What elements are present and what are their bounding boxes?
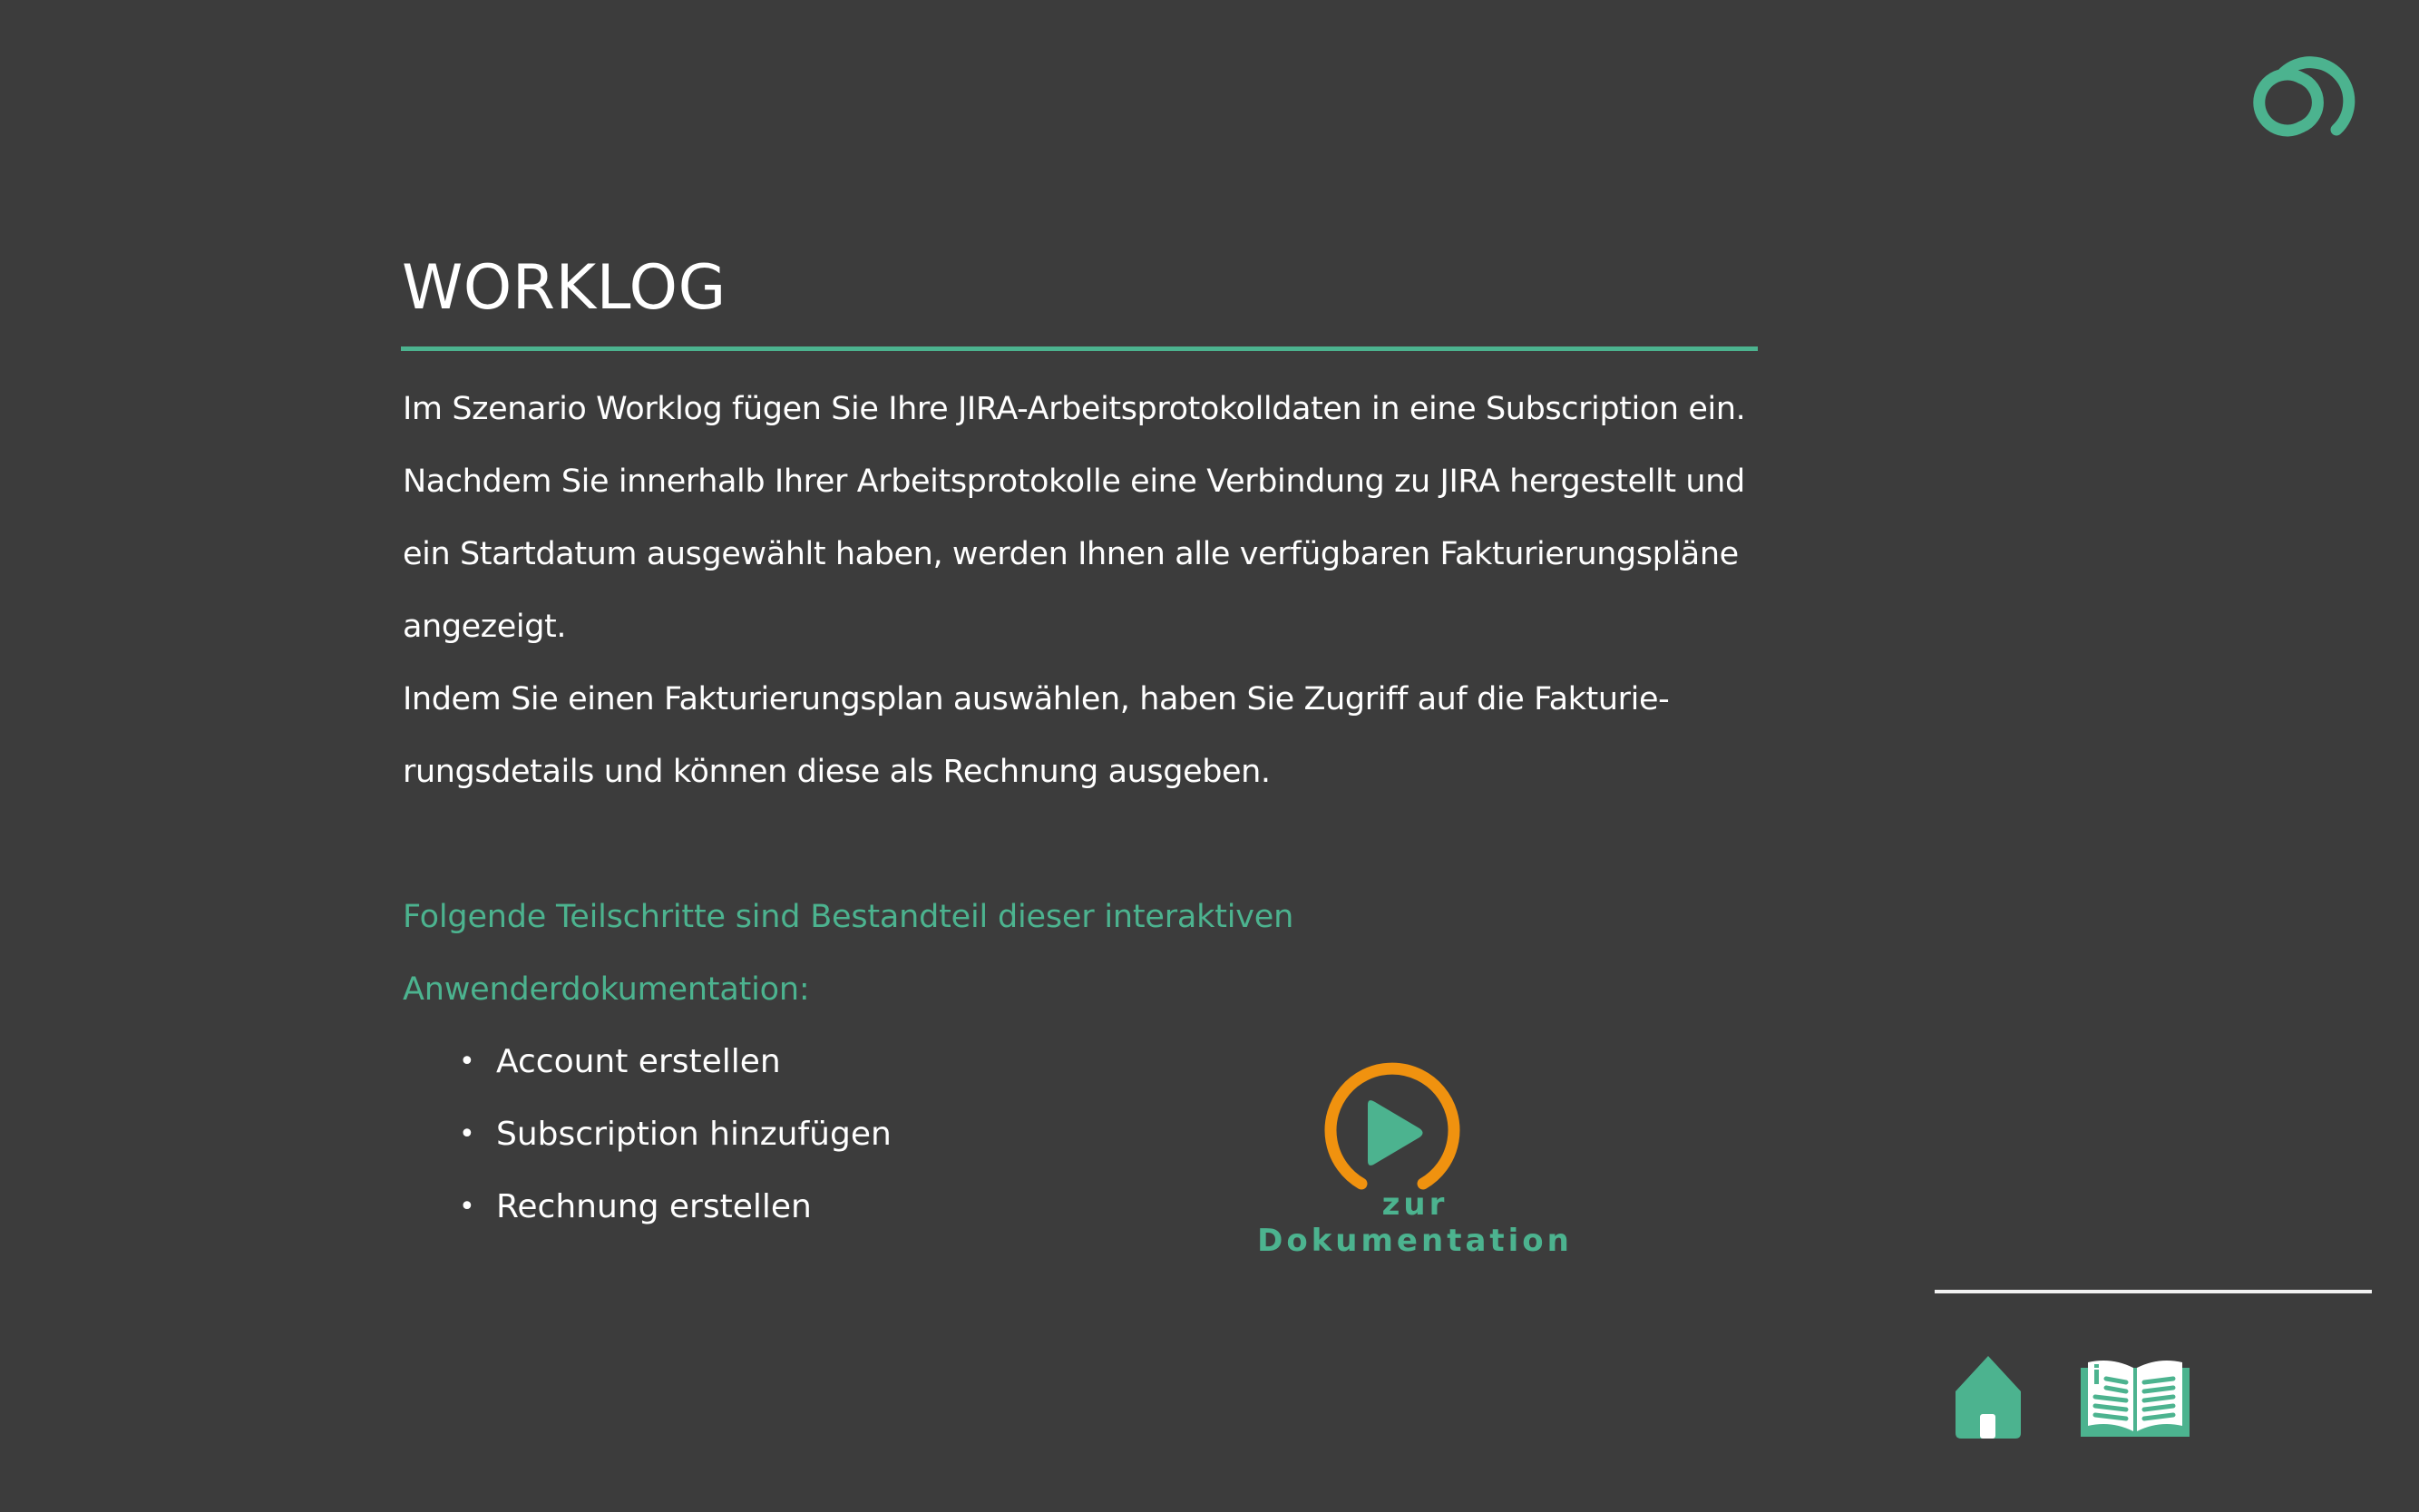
title-underline	[401, 346, 1758, 351]
manual-book-icon[interactable]	[2079, 1357, 2191, 1442]
step-label: Account erstellen	[496, 1043, 781, 1080]
page-title: WORKLOG	[402, 252, 727, 324]
documentation-link-label[interactable]: zur Dokumentation	[1257, 1186, 1573, 1259]
documentation-link[interactable]	[1224, 1052, 1605, 1259]
manual-button[interactable]	[2079, 1357, 2191, 1442]
intro-paragraph: Im Szenario Worklog fügen Sie Ihre JIRA-Arbeitsprotokolldaten in eine Subscription ein. Nachdem Sie innerhalb Ihrer Arbeitsprotokolle eine Verbindung zu JIRA hergestellt und ein Startdatum ausgewählt haben, werden Ihnen alle verfügbaren Fakturierungspläne angezeigt.	[403, 391, 1746, 645]
list-item	[403, 1026, 892, 1098]
step-label: Subscription hinzufügen	[496, 1116, 892, 1153]
bullet-icon: •	[459, 1191, 475, 1223]
step-label: Rechnung erstellen	[496, 1188, 812, 1225]
intro-paragraph: Indem Sie einen Fakturierungsplan auswählen, haben Sie Zugriff auf die Fakturierungsdetails und können diese als Rechnung ausgeben.	[403, 681, 1670, 790]
list-item	[403, 1098, 892, 1171]
footer-divider	[1935, 1290, 2372, 1293]
play-icon[interactable]	[1315, 1061, 1469, 1197]
home-button[interactable]	[1952, 1353, 2024, 1440]
intro-text	[403, 373, 1800, 808]
home-icon[interactable]	[1952, 1353, 2024, 1440]
list-item	[403, 1171, 892, 1244]
bullet-icon: •	[459, 1118, 475, 1150]
steps-list	[403, 1026, 892, 1244]
cloud-logo-icon	[2244, 36, 2380, 141]
bullet-icon: •	[459, 1046, 475, 1078]
steps-heading: Folgende Teilschritte sind Bestandteil dieser interaktiven Anwenderdokumentation:	[403, 899, 1294, 1008]
